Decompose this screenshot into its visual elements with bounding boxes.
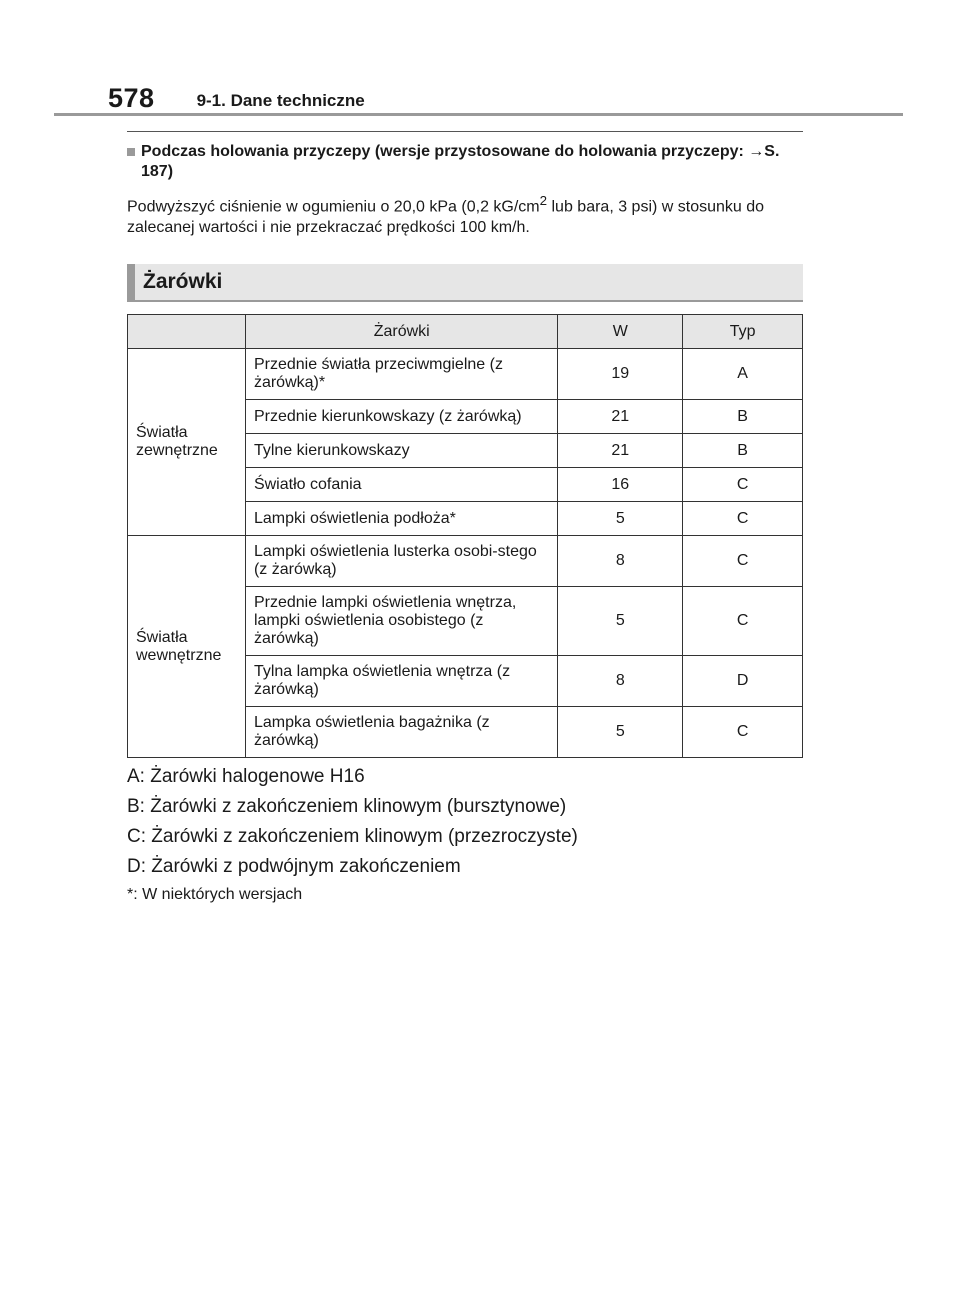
page-content <box>127 131 803 908</box>
note-body <box>127 190 803 238</box>
type-cell: D <box>683 656 803 707</box>
category-cell: Światła zewnętrzne <box>128 349 246 536</box>
category-cell: Światła wewnętrzne <box>128 536 246 758</box>
watt-cell: 19 <box>558 349 683 400</box>
header-cell-watts: W <box>558 315 683 349</box>
bulb-cell: Przednie lampki oświetlenia wnętrza, lampki oświetlenia osobistego (z żarówką) <box>245 587 557 656</box>
watt-cell: 5 <box>558 707 683 758</box>
watt-cell: 5 <box>558 502 683 536</box>
type-cell: C <box>683 707 803 758</box>
bulb-cell: Lampki oświetlenia podłoża* <box>245 502 557 536</box>
watt-cell: 5 <box>558 587 683 656</box>
page-number: 578 <box>108 83 155 113</box>
header-rule <box>54 113 903 116</box>
legend-item: A: Żarówki halogenowe H16 <box>127 766 365 788</box>
bulb-table <box>127 314 803 758</box>
type-cell: C <box>683 587 803 656</box>
bulb-cell: Lampka oświetlenia bagażnika (z żarówką) <box>245 707 557 758</box>
header-cell-empty <box>128 315 246 349</box>
page-header <box>108 76 365 112</box>
watt-cell: 16 <box>558 468 683 502</box>
legend-item: B: Żarówki z zakończeniem klinowym (bursztynowe) <box>127 796 567 818</box>
header-cell-type: Typ <box>683 315 803 349</box>
watt-cell: 21 <box>558 400 683 434</box>
bulb-cell: Tylne kierunkowskazy <box>245 434 557 468</box>
bulb-cell: Tylna lampka oświetlenia wnętrza (z żarówką) <box>245 656 557 707</box>
note-heading <box>127 142 803 182</box>
type-cell: B <box>683 400 803 434</box>
watt-cell: 8 <box>558 536 683 587</box>
watt-cell: 21 <box>558 434 683 468</box>
legend <box>127 762 803 882</box>
note-body-part2: lub bara, 3 psi) w stosunku do zalecanej wartości i nie przekraczać prędkości 100 km/h. <box>127 198 765 237</box>
type-cell: C <box>683 536 803 587</box>
header-cell-bulbs: Żarówki <box>245 315 557 349</box>
divider <box>127 131 803 132</box>
bulb-cell: Światło cofania <box>245 468 557 502</box>
legend-item: D: Żarówki z podwójnym zakończeniem <box>127 856 461 878</box>
note-body-part1: Podwyższyć ciśnienie w ogumieniu o 20,0 kPa (0,2 kG/cm <box>127 198 540 216</box>
legend-item: C: Żarówki z zakończeniem klinowym (przezroczyste) <box>127 826 578 848</box>
note-body-superscript: 2 <box>539 193 548 208</box>
bulb-cell: Przednie światła przeciwmgielne (z żarówką)* <box>245 349 557 400</box>
section-title: 9-1. Dane techniczne <box>196 91 365 110</box>
type-cell: A <box>683 349 803 400</box>
footnote: *: W niektórych wersjach <box>127 886 303 904</box>
section-band <box>127 264 803 302</box>
table-header-row <box>128 315 803 349</box>
table-row <box>128 349 803 400</box>
type-cell: C <box>683 468 803 502</box>
section-band-title: Żarówki <box>143 270 223 294</box>
type-cell: B <box>683 434 803 468</box>
watt-cell: 8 <box>558 656 683 707</box>
table-row <box>128 536 803 587</box>
square-bullet-icon <box>127 148 135 156</box>
bulb-cell: Lampki oświetlenia lusterka osobi-stego (z żarówką) <box>245 536 557 587</box>
bulb-cell: Przednie kierunkowskazy (z żarówką) <box>245 400 557 434</box>
note-heading-text: Podczas holowania przyczepy (wersje przystosowane do holowania przyczepy: →S. 187) <box>141 143 780 180</box>
type-cell: C <box>683 502 803 536</box>
